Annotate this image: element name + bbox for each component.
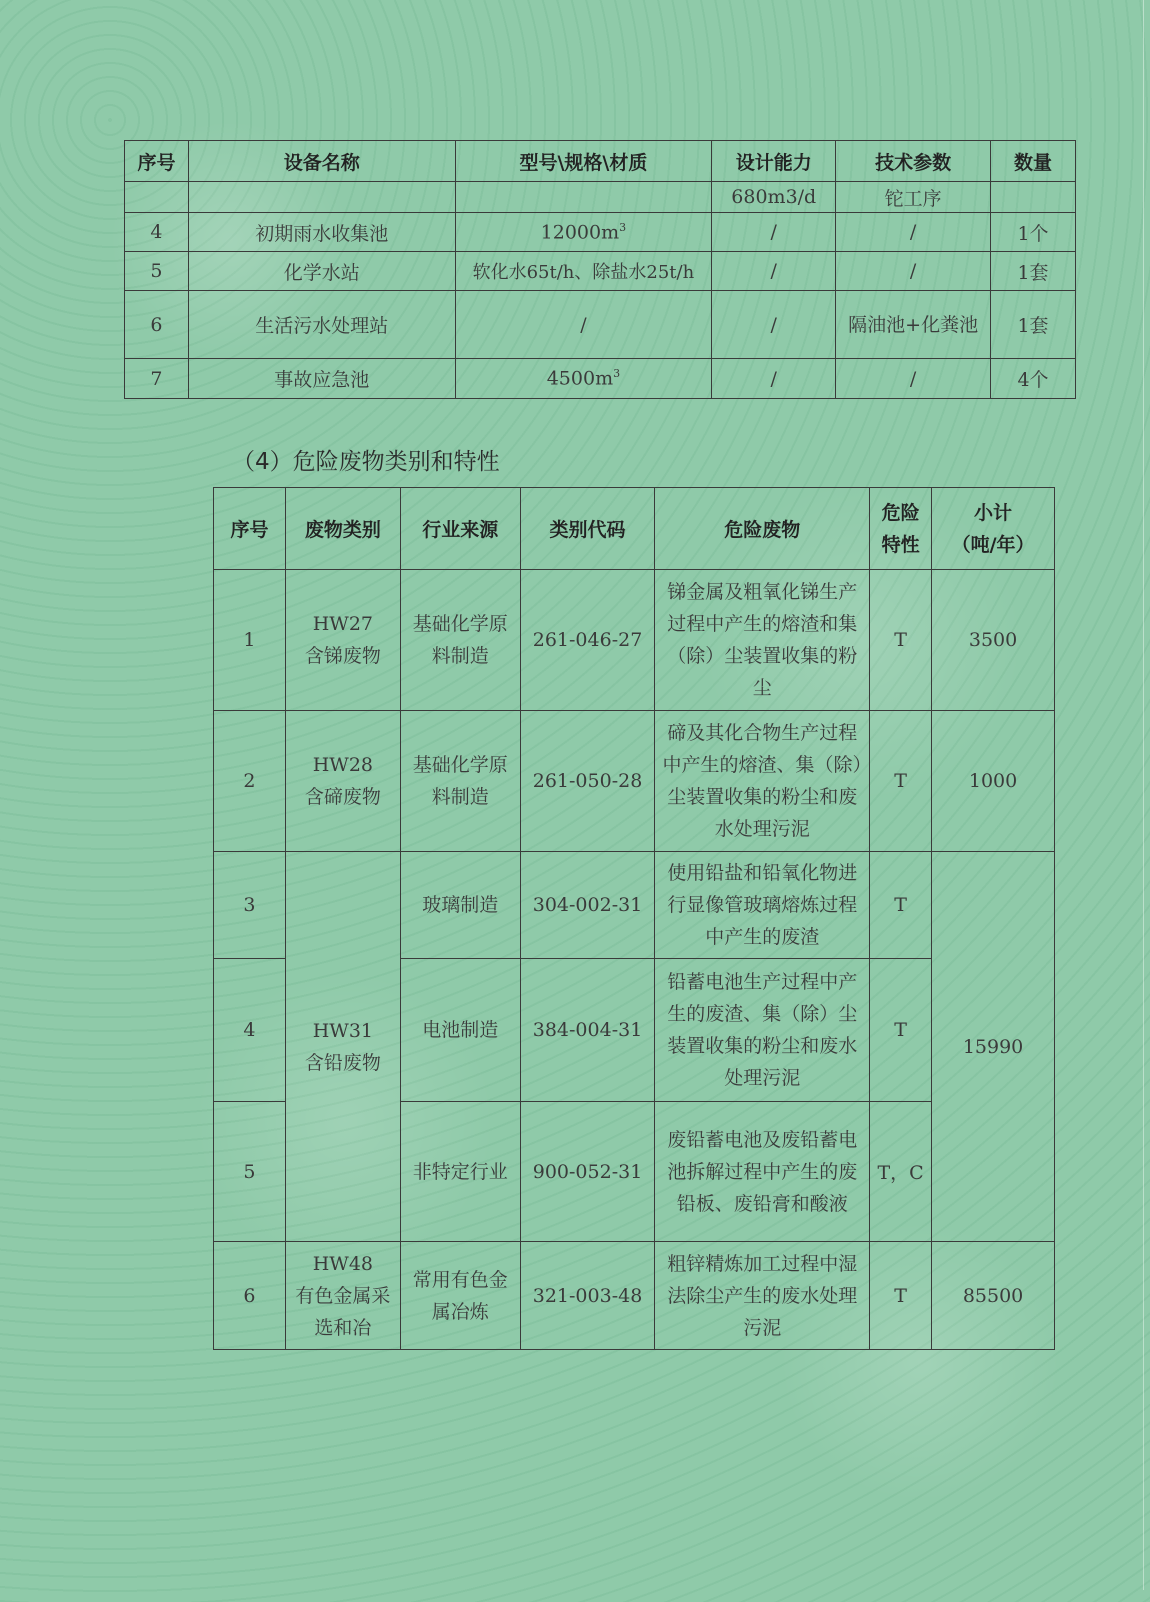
cell-industry: 基础化学原料制造 bbox=[400, 570, 520, 711]
spec-value: 12000m bbox=[540, 221, 620, 244]
cell-no: 2 bbox=[214, 711, 286, 852]
hazard-header-line1: 危险 bbox=[881, 501, 920, 524]
cell-code: 384-004-31 bbox=[520, 959, 655, 1102]
table-row bbox=[214, 570, 1055, 711]
table-row bbox=[125, 182, 1076, 213]
cell-param: / bbox=[836, 359, 991, 399]
cell-no: 3 bbox=[214, 852, 286, 959]
cell-hazard: T bbox=[870, 1242, 932, 1350]
spec-value: 4500m bbox=[546, 367, 614, 390]
cell-code: 900-052-31 bbox=[520, 1102, 655, 1242]
category-name: 含锑废物 bbox=[304, 645, 381, 667]
col-header-no: 序号 bbox=[214, 488, 286, 570]
col-header-capacity: 设计能力 bbox=[712, 141, 836, 182]
cell-code: 304-002-31 bbox=[520, 852, 655, 959]
cell-category-merged bbox=[285, 852, 400, 1242]
cell-hazard: T bbox=[870, 852, 932, 959]
cell-hazard: T bbox=[870, 711, 932, 852]
cell-qty: 1个 bbox=[991, 213, 1076, 252]
cell-no: 4 bbox=[125, 213, 189, 252]
cell-capacity: / bbox=[712, 359, 836, 399]
col-header-qty: 数量 bbox=[991, 141, 1076, 182]
category-code: HW31 bbox=[312, 1019, 373, 1042]
cell-industry: 玻璃制造 bbox=[400, 852, 520, 959]
col-header-code: 类别代码 bbox=[520, 488, 655, 570]
cell-waste: 废铅蓄电池及废铅蓄电池拆解过程中产生的废铅板、废铅膏和酸液 bbox=[655, 1102, 870, 1242]
section-title: （4）危险废物类别和特性 bbox=[232, 449, 500, 475]
col-header-subtotal bbox=[932, 488, 1055, 570]
col-header-name: 设备名称 bbox=[188, 141, 455, 182]
cell-qty: 4个 bbox=[991, 359, 1076, 399]
cell-code: 321-003-48 bbox=[520, 1242, 655, 1350]
cell-industry: 基础化学原料制造 bbox=[400, 711, 520, 852]
cell-spec: 软化水65t/h、除盐水25t/h bbox=[455, 252, 712, 291]
cell-industry: 非特定行业 bbox=[400, 1102, 520, 1242]
cell-waste: 铅蓄电池生产过程中产生的废渣、集（除）尘装置收集的粉尘和废水处理污泥 bbox=[655, 959, 870, 1102]
cell-spec bbox=[455, 182, 712, 213]
cell-hazard: T bbox=[870, 570, 932, 711]
spec-superscript: 3 bbox=[619, 220, 627, 234]
cell-param: 隔油池+化粪池 bbox=[836, 291, 991, 359]
category-code: HW48 bbox=[312, 1252, 373, 1275]
cell-spec: / bbox=[455, 291, 712, 359]
cell-qty bbox=[991, 182, 1076, 213]
cell-param: / bbox=[836, 213, 991, 252]
cell-subtotal: 3500 bbox=[932, 570, 1055, 711]
category-name: 有色金属采选和冶 bbox=[295, 1284, 391, 1339]
table-row bbox=[125, 213, 1076, 252]
subtotal-header-line2: （吨/年） bbox=[951, 533, 1035, 556]
cell-no: 4 bbox=[214, 959, 286, 1102]
cell-waste: 粗锌精炼加工过程中湿法除尘产生的废水处理污泥 bbox=[655, 1242, 870, 1350]
cell-capacity: / bbox=[712, 291, 836, 359]
col-header-hazard bbox=[870, 488, 932, 570]
col-header-industry: 行业来源 bbox=[400, 488, 520, 570]
category-name: 含铅废物 bbox=[304, 1051, 381, 1074]
cell-capacity: 680m3/d bbox=[712, 182, 836, 213]
cell-name: 初期雨水收集池 bbox=[188, 213, 455, 252]
col-header-category: 废物类别 bbox=[285, 488, 400, 570]
col-header-no: 序号 bbox=[125, 141, 189, 182]
table-row bbox=[214, 852, 1055, 959]
table-row bbox=[214, 711, 1055, 852]
hazardous-waste-table bbox=[213, 487, 1055, 1350]
cell-name: 事故应急池 bbox=[188, 359, 455, 399]
cell-name: 化学水站 bbox=[188, 252, 455, 291]
cell-no: 6 bbox=[214, 1242, 286, 1350]
category-name: 含碲废物 bbox=[304, 786, 381, 808]
cell-waste: 碲及其化合物生产过程中产生的熔渣、集（除）尘装置收集的粉尘和废水处理污泥 bbox=[655, 711, 870, 852]
subtotal-header-line1: 小计 bbox=[974, 501, 1013, 524]
cell-qty: 1套 bbox=[991, 252, 1076, 291]
cell-param: / bbox=[836, 252, 991, 291]
cell-no: 7 bbox=[125, 359, 189, 399]
cell-capacity: / bbox=[712, 252, 836, 291]
table-row bbox=[125, 291, 1076, 359]
category-code: HW27 bbox=[312, 613, 373, 635]
cell-hazard: T，C bbox=[870, 1102, 932, 1242]
cell-spec bbox=[455, 359, 712, 399]
cell-waste: 锑金属及粗氧化锑生产过程中产生的熔渣和集（除）尘装置收集的粉尘 bbox=[655, 570, 870, 711]
cell-qty: 1套 bbox=[991, 291, 1076, 359]
equipment-table bbox=[124, 140, 1076, 399]
table-row bbox=[214, 1242, 1055, 1350]
cell-no: 5 bbox=[214, 1102, 286, 1242]
cell-industry: 常用有色金属冶炼 bbox=[400, 1242, 520, 1350]
cell-waste: 使用铅盐和铅氧化物进行显像管玻璃熔炼过程中产生的废渣 bbox=[655, 852, 870, 959]
category-code: HW28 bbox=[312, 754, 373, 776]
cell-subtotal: 1000 bbox=[932, 711, 1055, 852]
equipment-header-row bbox=[125, 141, 1076, 182]
cell-param: 铊工序 bbox=[836, 182, 991, 213]
waste-header-row bbox=[214, 488, 1055, 570]
col-header-waste: 危险废物 bbox=[655, 488, 870, 570]
cell-no: 6 bbox=[125, 291, 189, 359]
cell-no: 5 bbox=[125, 252, 189, 291]
table-row bbox=[125, 359, 1076, 399]
spec-superscript: 3 bbox=[613, 367, 621, 381]
cell-subtotal-merged: 15990 bbox=[932, 852, 1055, 1242]
hazard-header-line2: 特性 bbox=[881, 533, 920, 556]
table-row bbox=[125, 252, 1076, 291]
cell-code: 261-046-27 bbox=[520, 570, 655, 711]
cell-name: 生活污水处理站 bbox=[188, 291, 455, 359]
cell-subtotal: 85500 bbox=[932, 1242, 1055, 1350]
cell-category bbox=[285, 570, 400, 711]
cell-no: 1 bbox=[214, 570, 286, 711]
cell-industry: 电池制造 bbox=[400, 959, 520, 1102]
cell-category bbox=[285, 711, 400, 852]
col-header-param: 技术参数 bbox=[836, 141, 991, 182]
cell-category bbox=[285, 1242, 400, 1350]
cell-capacity: / bbox=[712, 213, 836, 252]
cell-code: 261-050-28 bbox=[520, 711, 655, 852]
cell-spec bbox=[455, 213, 712, 252]
cell-hazard: T bbox=[870, 959, 932, 1102]
cell-no bbox=[125, 182, 189, 213]
cell-name bbox=[188, 182, 455, 213]
col-header-spec: 型号\规格\材质 bbox=[455, 141, 712, 182]
